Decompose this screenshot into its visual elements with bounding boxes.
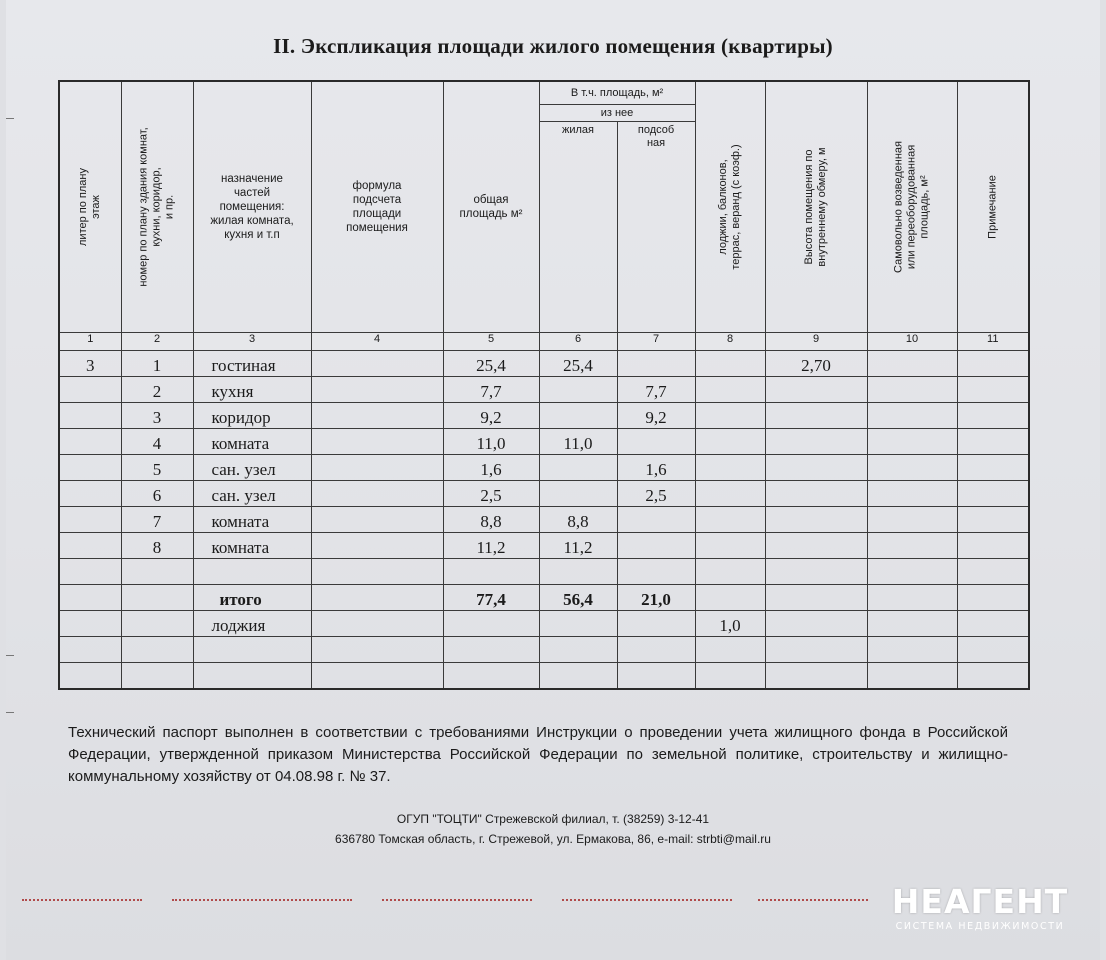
table-cell [311, 429, 443, 455]
table-cell [121, 611, 193, 637]
header-group-area [539, 81, 695, 333]
table-cell: 2 [121, 377, 193, 403]
table-cell [867, 507, 957, 533]
header-cell: лоджии, балконов, террас, веранд (с коэф.) [695, 81, 765, 333]
table-cell [867, 481, 957, 507]
explication-table [58, 80, 1030, 690]
table-cell [695, 533, 765, 559]
table-cell: 2,5 [617, 481, 695, 507]
table-cell [695, 429, 765, 455]
watermark-tagline: СИСТЕМА НЕДВИЖИМОСТИ [895, 921, 1065, 932]
table-cell: 3 [59, 351, 121, 377]
table-cell [59, 663, 121, 690]
table-row [59, 559, 1029, 585]
table-cell [957, 507, 1029, 533]
table-cell [957, 481, 1029, 507]
column-number: 10 [867, 333, 957, 351]
header-cell: Высота помещения по внутреннему обмеру, м [765, 81, 867, 333]
table-cell [311, 611, 443, 637]
table-cell [695, 377, 765, 403]
table-cell [957, 559, 1029, 585]
table-cell [765, 455, 867, 481]
table-cell: 5 [121, 455, 193, 481]
table-cell [867, 637, 957, 663]
table-cell [765, 637, 867, 663]
table-cell: 1,6 [443, 455, 539, 481]
column-number: 11 [957, 333, 1029, 351]
table-cell: 21,0 [617, 585, 695, 611]
table-cell [311, 351, 443, 377]
table-cell: 11,0 [443, 429, 539, 455]
table-cell: комната [193, 507, 311, 533]
table-cell: 9,2 [617, 403, 695, 429]
table-cell [311, 507, 443, 533]
table-cell [867, 559, 957, 585]
table-row [59, 585, 1029, 611]
table-cell [539, 611, 617, 637]
table-row [59, 507, 1029, 533]
header-area-label: В т.ч. площадь, м² [540, 82, 695, 105]
table-cell [59, 429, 121, 455]
table-cell: 3 [121, 403, 193, 429]
table-cell [957, 663, 1029, 690]
table-cell: 1 [121, 351, 193, 377]
table-cell [59, 377, 121, 403]
table-cell [59, 403, 121, 429]
table-cell [867, 429, 957, 455]
table-cell: 11,0 [539, 429, 617, 455]
table-cell [957, 429, 1029, 455]
table-cell: кухня [193, 377, 311, 403]
table-cell [765, 403, 867, 429]
table-row [59, 377, 1029, 403]
table-row [59, 481, 1029, 507]
table-cell [193, 637, 311, 663]
document-title: II. Экспликация площади жилого помещения (квартиры) [273, 34, 833, 58]
table-cell [695, 507, 765, 533]
table-row [59, 455, 1029, 481]
table-cell [121, 637, 193, 663]
table-cell [695, 637, 765, 663]
table-cell: комната [193, 533, 311, 559]
table-row [59, 403, 1029, 429]
table-cell [695, 403, 765, 429]
table-cell [59, 455, 121, 481]
column-number: 8 [695, 333, 765, 351]
table-cell: 11,2 [443, 533, 539, 559]
table-cell: 1,6 [617, 455, 695, 481]
table-cell [867, 663, 957, 690]
edge-mark [6, 712, 14, 713]
column-number: 4 [311, 333, 443, 351]
table-cell: итого [193, 585, 311, 611]
table-cell [765, 663, 867, 690]
table-cell [617, 429, 695, 455]
footer-address-line: 636780 Томская область, г. Стрежевой, ул. Ермакова, 86, e-mail: strbti@mail.ru [335, 832, 771, 846]
table-cell [957, 455, 1029, 481]
column-number: 7 [617, 333, 695, 351]
document-sheet [6, 0, 1100, 960]
table-cell [957, 533, 1029, 559]
header-row [59, 81, 1029, 333]
column-number: 1 [59, 333, 121, 351]
table-cell [695, 351, 765, 377]
table-cell: комната [193, 429, 311, 455]
header-cell: Самовольно возведенная или переоборудованная площадь, м² [867, 81, 957, 333]
table-cell [311, 403, 443, 429]
table-cell [867, 455, 957, 481]
dotted-edge-line [172, 899, 352, 901]
table-cell [59, 585, 121, 611]
table-cell: гостиная [193, 351, 311, 377]
table-cell [59, 637, 121, 663]
header-residential: жилая [540, 122, 618, 332]
table-cell: сан. узел [193, 481, 311, 507]
table-cell [765, 481, 867, 507]
watermark-brand: НЕАГЕНТ [891, 882, 1069, 921]
table-cell [617, 559, 695, 585]
table-cell [59, 533, 121, 559]
footer-org-line: ОГУП "ТОЦТИ" Стрежевской филиал, т. (38259) 3-12-41 [396, 812, 710, 826]
column-number: 5 [443, 333, 539, 351]
table-cell [443, 559, 539, 585]
table-cell [59, 611, 121, 637]
table-cell [867, 585, 957, 611]
table-cell: 9,2 [443, 403, 539, 429]
table-cell [695, 481, 765, 507]
table-body [59, 351, 1029, 690]
table-cell [311, 559, 443, 585]
table-cell [311, 377, 443, 403]
header-cell: литер по плану этаж [59, 81, 121, 333]
header-cell: назначение частей помещения: жилая комната, кухня и т.п [193, 81, 311, 333]
column-number-row [59, 333, 1029, 351]
column-number: 3 [193, 333, 311, 351]
header-auxiliary: подсоб ная [637, 124, 675, 149]
table-cell: 8,8 [443, 507, 539, 533]
table-cell [765, 429, 867, 455]
table-cell [617, 611, 695, 637]
table-cell [193, 663, 311, 690]
table-cell [539, 455, 617, 481]
table-cell: лоджия [193, 611, 311, 637]
table-cell [443, 637, 539, 663]
table-cell: 7,7 [617, 377, 695, 403]
table-cell: 6 [121, 481, 193, 507]
table-cell [539, 377, 617, 403]
table-cell [617, 351, 695, 377]
dotted-edge-line [562, 899, 732, 901]
table-cell: 11,2 [539, 533, 617, 559]
header-cell: Примечание [957, 81, 1029, 333]
table-cell [867, 611, 957, 637]
table-cell [765, 611, 867, 637]
table-row [59, 429, 1029, 455]
table-cell [957, 611, 1029, 637]
table-cell [193, 559, 311, 585]
table-cell [765, 533, 867, 559]
table-cell [617, 637, 695, 663]
table-cell: 8 [121, 533, 193, 559]
table-cell [59, 507, 121, 533]
table-cell [443, 663, 539, 690]
table-cell [867, 533, 957, 559]
table-cell [539, 637, 617, 663]
edge-mark [6, 655, 14, 656]
table-cell [765, 377, 867, 403]
table-row [59, 533, 1029, 559]
table-cell: 25,4 [443, 351, 539, 377]
table-cell [957, 585, 1029, 611]
table-cell [539, 559, 617, 585]
table-cell [311, 455, 443, 481]
table-cell [765, 559, 867, 585]
table-cell: 25,4 [539, 351, 617, 377]
table-cell: 77,4 [443, 585, 539, 611]
table-cell [957, 403, 1029, 429]
table-cell: 56,4 [539, 585, 617, 611]
table-cell [617, 533, 695, 559]
table-cell [695, 455, 765, 481]
table-cell [957, 351, 1029, 377]
table-cell [311, 585, 443, 611]
table-cell [765, 585, 867, 611]
table-cell [695, 663, 765, 690]
table-cell: 2,70 [765, 351, 867, 377]
table-cell [957, 637, 1029, 663]
header-cell: общая площадь м² [443, 81, 539, 333]
table-cell [59, 481, 121, 507]
table-cell [617, 507, 695, 533]
table-cell [443, 611, 539, 637]
table-cell [539, 481, 617, 507]
dotted-edge-line [382, 899, 532, 901]
column-number: 9 [765, 333, 867, 351]
column-number: 6 [539, 333, 617, 351]
table-cell: коридор [193, 403, 311, 429]
table-cell [867, 403, 957, 429]
table-cell [59, 559, 121, 585]
table-cell [765, 507, 867, 533]
table-cell: 7 [121, 507, 193, 533]
table-cell [121, 559, 193, 585]
table-cell: 7,7 [443, 377, 539, 403]
table-cell [539, 663, 617, 690]
header-cell: формула подсчета площади помещения [311, 81, 443, 333]
table-cell [695, 559, 765, 585]
header-of-which-label: из нее [540, 105, 695, 122]
table-cell: 2,5 [443, 481, 539, 507]
table-cell [311, 481, 443, 507]
dotted-edge-line [22, 899, 142, 901]
compliance-note: Технический паспорт выполнен в соответствии с требованиями Инструкции о проведении учета жилищного фонда в Российской Федерации, утвержденной приказом Министерства Российской Федерации по земельной политике, строительству и жилищно-коммунальному хозяйству от 04.08.98 г. № 37. [68, 724, 1008, 785]
table-cell: 1,0 [695, 611, 765, 637]
dotted-edge-line [758, 899, 868, 901]
table-cell [311, 663, 443, 690]
table-cell [867, 351, 957, 377]
table-cell [311, 637, 443, 663]
table-cell [957, 377, 1029, 403]
table-row [59, 351, 1029, 377]
header-cell: номер по плану здания комнат, кухни, коридор, и пр. [121, 81, 193, 333]
table-row [59, 663, 1029, 690]
table-cell: сан. узел [193, 455, 311, 481]
table-cell [695, 585, 765, 611]
table-row [59, 637, 1029, 663]
table-cell [311, 533, 443, 559]
table-cell [617, 663, 695, 690]
table-cell [121, 663, 193, 690]
column-number: 2 [121, 333, 193, 351]
table-cell [539, 403, 617, 429]
table-cell: 4 [121, 429, 193, 455]
edge-mark [6, 118, 14, 119]
table-cell: 8,8 [539, 507, 617, 533]
table-cell [121, 585, 193, 611]
table-row [59, 611, 1029, 637]
watermark-logo [882, 883, 1078, 933]
table-cell [867, 377, 957, 403]
